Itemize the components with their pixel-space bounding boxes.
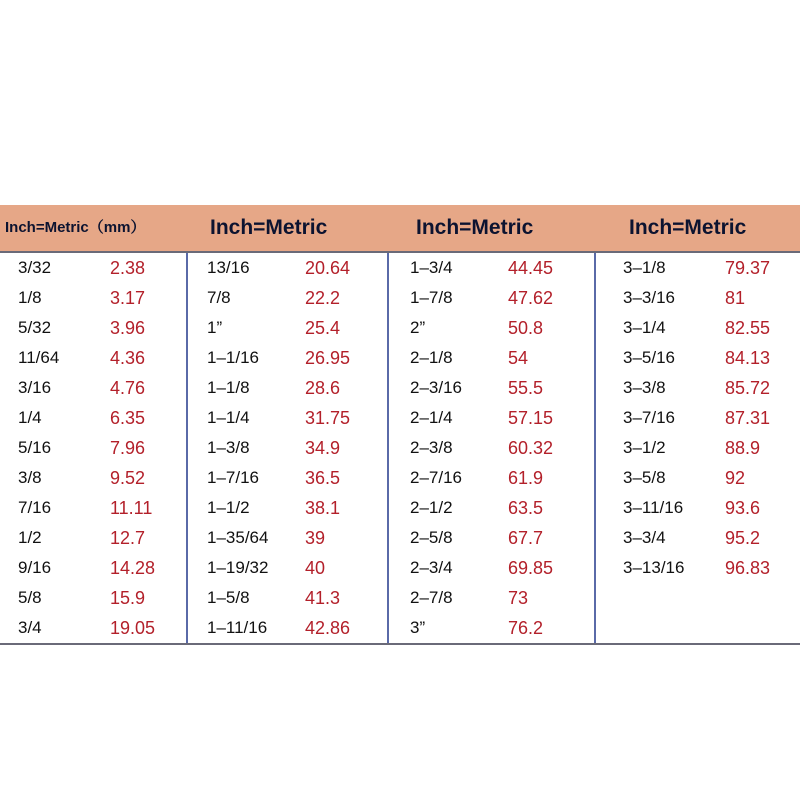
table-row	[207, 493, 400, 523]
conversion-column-1	[18, 251, 195, 645]
metric-value: 96.83	[725, 558, 771, 578]
table-row	[623, 493, 800, 523]
inch-value: 1–3/4	[410, 258, 453, 277]
metric-value: 84.13	[725, 348, 771, 368]
metric-value: 54	[508, 348, 529, 368]
inch-value: 3”	[410, 618, 426, 637]
inch-value: 1–7/16	[207, 468, 259, 487]
inch-value: 3–5/16	[623, 348, 675, 367]
inch-value: 2–1/4	[410, 408, 453, 427]
column-header-3	[400, 205, 597, 251]
inch-value: 3–1/4	[623, 318, 666, 337]
conversion-column-4	[623, 251, 800, 645]
inch-value: 1–35/64	[207, 528, 269, 547]
metric-value: 87.31	[725, 408, 771, 428]
inch-value: 7/16	[18, 498, 52, 517]
metric-value: 61.9	[508, 468, 544, 488]
table-row	[207, 313, 400, 343]
metric-value: 50.8	[508, 318, 544, 338]
metric-value: 42.86	[305, 618, 351, 638]
inch-value: 1”	[207, 318, 223, 337]
metric-value: 60.32	[508, 438, 554, 458]
metric-value: 92	[725, 468, 746, 488]
inch-value: 3–3/8	[623, 378, 666, 397]
inch-value: 2–3/16	[410, 378, 462, 397]
inch-value: 3–3/16	[623, 288, 675, 307]
metric-value: 41.3	[305, 588, 341, 608]
column-header-label: Inch=Metric（mm）	[5, 219, 146, 236]
table-row	[623, 313, 800, 343]
table-row	[623, 463, 800, 493]
metric-value: 9.52	[110, 468, 146, 488]
inch-value: 1–3/8	[207, 438, 250, 457]
metric-value: 20.64	[305, 258, 351, 278]
metric-value: 25.4	[305, 318, 341, 338]
inch-value: 3/4	[18, 618, 42, 637]
metric-value: 11.11	[110, 498, 153, 518]
table-row	[18, 523, 195, 553]
table-row	[410, 313, 597, 343]
metric-value: 57.15	[508, 408, 554, 428]
metric-value: 39	[305, 528, 326, 548]
table-row	[623, 433, 800, 463]
inch-value: 1–1/8	[207, 378, 250, 397]
inch-value: 2–5/8	[410, 528, 453, 547]
metric-value: 67.7	[508, 528, 544, 548]
table-row	[623, 523, 800, 553]
table-row	[207, 403, 400, 433]
metric-value: 22.2	[305, 288, 341, 308]
table-row	[18, 373, 195, 403]
column-header-2	[195, 205, 400, 251]
metric-value: 36.5	[305, 468, 341, 488]
inch-value: 1–1/16	[207, 348, 259, 367]
inch-value: 3/32	[18, 258, 52, 277]
inch-value: 5/8	[18, 588, 42, 607]
table-row	[623, 253, 800, 283]
table-row	[410, 463, 597, 493]
inch-value: 3–3/4	[623, 528, 666, 547]
table-row	[207, 583, 400, 613]
table-row	[18, 253, 195, 283]
metric-value: 3.17	[110, 288, 146, 308]
table-row	[207, 343, 400, 373]
inch-value: 2”	[410, 318, 426, 337]
table-row	[18, 553, 195, 583]
metric-value: 26.95	[305, 348, 351, 368]
metric-value: 81	[725, 288, 746, 308]
metric-value: 63.5	[508, 498, 544, 518]
metric-value: 6.35	[110, 408, 146, 428]
inch-value: 5/32	[18, 318, 52, 337]
table-row	[623, 343, 800, 373]
table-row	[410, 253, 597, 283]
table-row	[207, 253, 400, 283]
inch-value: 1–1/4	[207, 408, 250, 427]
inch-value: 2–1/2	[410, 498, 453, 517]
inch-value: 3/8	[18, 468, 42, 487]
inch-value: 3–5/8	[623, 468, 666, 487]
table-row	[623, 283, 800, 313]
metric-value: 38.1	[305, 498, 341, 518]
inch-value: 3–7/16	[623, 408, 675, 427]
metric-value: 55.5	[508, 378, 544, 398]
inch-value: 11/64	[18, 348, 60, 367]
table-row	[18, 283, 195, 313]
column-header-4	[597, 205, 800, 251]
table-row	[207, 613, 400, 643]
metric-value: 47.62	[508, 288, 554, 308]
metric-value: 69.85	[508, 558, 554, 578]
inch-value: 3–11/16	[623, 498, 684, 517]
inch-value: 1–1/2	[207, 498, 250, 517]
column-header-label: Inch=Metric	[416, 216, 534, 239]
table-row	[18, 433, 195, 463]
table-row	[207, 523, 400, 553]
table-row	[18, 343, 195, 373]
inch-value: 5/16	[18, 438, 52, 457]
table-row	[18, 463, 195, 493]
metric-value: 44.45	[508, 258, 554, 278]
table-row	[207, 433, 400, 463]
column-header-1	[0, 205, 195, 251]
table-row	[207, 463, 400, 493]
table-row	[207, 373, 400, 403]
metric-value: 79.37	[725, 258, 771, 278]
table-row	[623, 373, 800, 403]
metric-value: 28.6	[305, 378, 341, 398]
metric-value: 40	[305, 558, 326, 578]
table-row	[18, 313, 195, 343]
table-row	[18, 403, 195, 433]
inch-value: 1–7/8	[410, 288, 453, 307]
inch-value: 2–7/16	[410, 468, 462, 487]
inch-value: 1/4	[18, 408, 42, 427]
table-row	[207, 283, 400, 313]
metric-value: 95.2	[725, 528, 761, 548]
inch-value: 3–13/16	[623, 558, 685, 577]
table-row	[410, 613, 597, 643]
metric-value: 82.55	[725, 318, 771, 338]
metric-value: 93.6	[725, 498, 761, 518]
column-divider	[387, 251, 389, 645]
column-divider	[186, 251, 188, 645]
table-row	[623, 553, 800, 583]
inch-value: 9/16	[18, 558, 52, 577]
conversion-table	[0, 205, 800, 645]
metric-value: 85.72	[725, 378, 771, 398]
table-row	[18, 583, 195, 613]
metric-value: 88.9	[725, 438, 761, 458]
inch-value: 2–3/4	[410, 558, 453, 577]
metric-value: 3.96	[110, 318, 146, 338]
conversion-column-3	[410, 251, 597, 645]
metric-value: 19.05	[110, 618, 156, 638]
inch-value: 1–5/8	[207, 588, 250, 607]
table-row	[410, 583, 597, 613]
metric-value: 73	[508, 588, 529, 608]
inch-value: 2–7/8	[410, 588, 453, 607]
inch-value: 1–11/16	[207, 618, 268, 637]
metric-value: 2.38	[110, 258, 146, 278]
table-row	[207, 553, 400, 583]
metric-value: 34.9	[305, 438, 341, 458]
inch-value: 1–19/32	[207, 558, 269, 577]
metric-value: 14.28	[110, 558, 156, 578]
table-border	[0, 643, 800, 645]
table-border	[0, 251, 800, 253]
column-header-label: Inch=Metric	[629, 216, 747, 239]
metric-value: 4.76	[110, 378, 146, 398]
inch-value: 3–1/2	[623, 438, 666, 457]
inch-value: 2–1/8	[410, 348, 453, 367]
table-row	[410, 373, 597, 403]
metric-value: 15.9	[110, 588, 146, 608]
metric-value: 7.96	[110, 438, 146, 458]
table-row	[623, 403, 800, 433]
column-divider	[594, 251, 596, 645]
metric-value: 4.36	[110, 348, 146, 368]
table-row	[18, 613, 195, 643]
inch-value: 1/8	[18, 288, 42, 307]
table-row	[18, 493, 195, 523]
inch-value: 1/2	[18, 528, 42, 547]
inch-value: 3/16	[18, 378, 52, 397]
inch-value: 2–3/8	[410, 438, 453, 457]
table-row	[410, 493, 597, 523]
table-row	[410, 553, 597, 583]
inch-value: 3–1/8	[623, 258, 666, 277]
column-header-label: Inch=Metric	[210, 216, 328, 239]
table-row	[410, 403, 597, 433]
table-row	[410, 433, 597, 463]
metric-value: 12.7	[110, 528, 146, 548]
inch-value: 7/8	[207, 288, 231, 307]
table-row	[410, 343, 597, 373]
inch-value: 13/16	[207, 258, 250, 277]
metric-value: 76.2	[508, 618, 544, 638]
table-row	[410, 283, 597, 313]
table-row	[410, 523, 597, 553]
conversion-column-2	[207, 251, 400, 645]
metric-value: 31.75	[305, 408, 351, 428]
